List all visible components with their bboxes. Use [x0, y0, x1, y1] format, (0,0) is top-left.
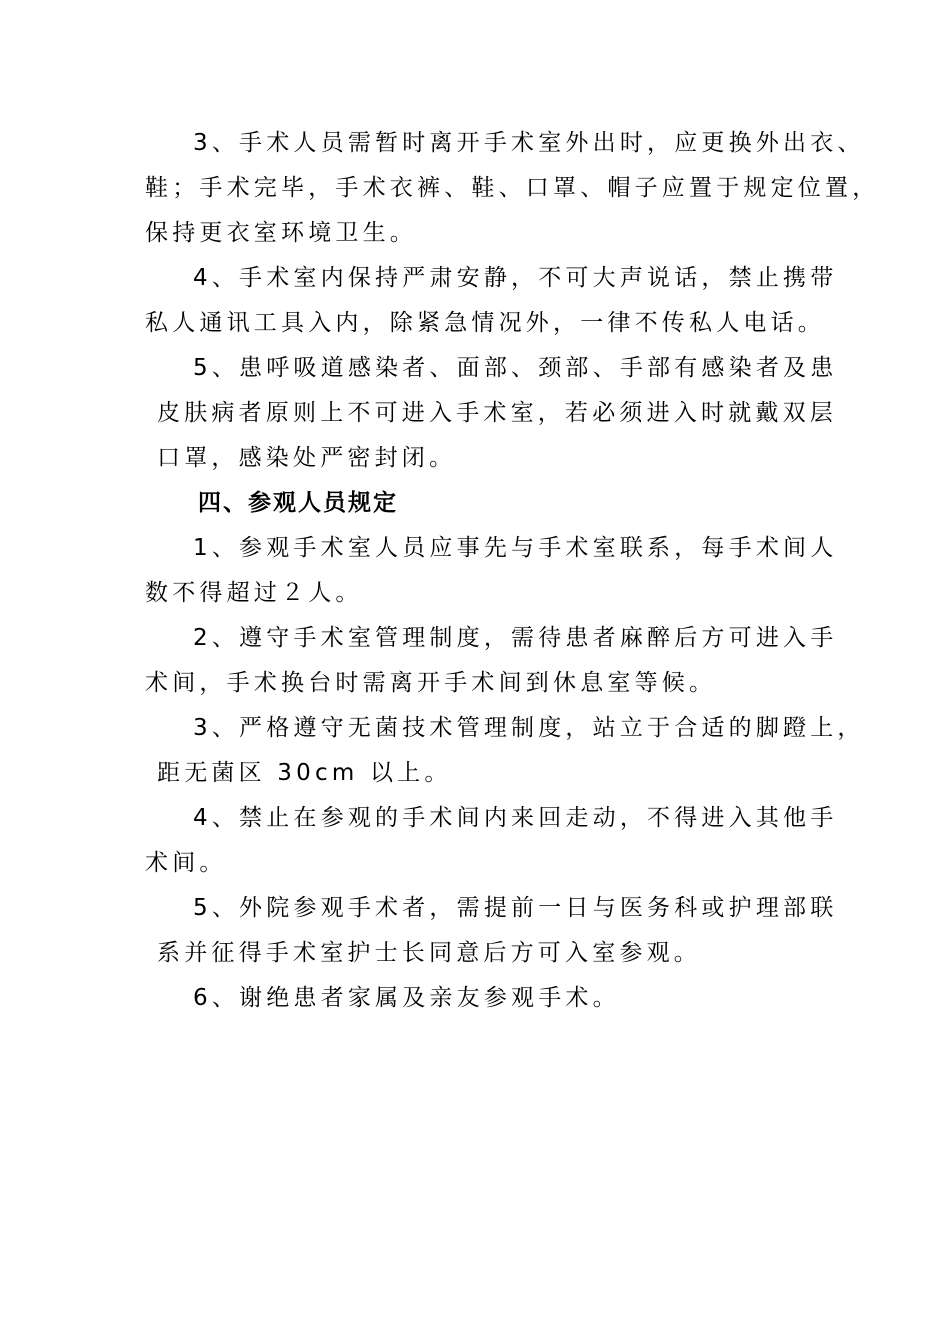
text-line: 6、谢绝患者家属及亲友参观手术。 — [193, 985, 620, 1011]
text-line: 1、参观手术室人员应事先与手术室联系，每手术间人 — [193, 535, 838, 561]
text-line: 3、严格遵守无菌技术管理制度，站立于合适的脚蹬上， — [193, 715, 865, 741]
text-line: 皮肤病者原则上不可进入手术室，若必须进入时就戴双层 — [157, 400, 837, 426]
text-line: 数不得超过２人。 — [145, 580, 363, 606]
text-line: 2、遵守手术室管理制度，需待患者麻醉后方可进入手 — [193, 625, 838, 651]
text-line: 术间。 — [145, 850, 227, 876]
text-line: 3、手术人员需暂时离开手术室外出时，应更换外出衣、 — [193, 130, 865, 156]
text-line: 4、手术室内保持严肃安静，不可大声说话，禁止携带 — [193, 265, 838, 291]
section-heading: 四、参观人员规定 — [198, 490, 398, 516]
text-line: 术间，手术换台时需离开手术间到休息室等候。 — [145, 670, 717, 696]
text-line: 私人通讯工具入内，除紧急情况外，一律不传私人电话。 — [145, 310, 825, 336]
text-line: 口罩，感染处严密封闭。 — [157, 445, 457, 471]
text-line: 5、患呼吸道感染者、面部、颈部、手部有感染者及患 — [193, 355, 838, 381]
text-line: 鞋；手术完毕，手术衣裤、鞋、口罩、帽子应置于规定位置， — [145, 175, 880, 201]
text-line: 系并征得手术室护士长同意后方可入室参观。 — [157, 940, 701, 966]
text-line: 保持更衣室环境卫生。 — [145, 220, 417, 246]
text-line: 5、外院参观手术者，需提前一日与医务科或护理部联 — [193, 895, 838, 921]
text-line: 4、禁止在参观的手术间内来回走动，不得进入其他手 — [193, 805, 838, 831]
text-line: 距无菌区 30cm 以上。 — [157, 760, 452, 786]
